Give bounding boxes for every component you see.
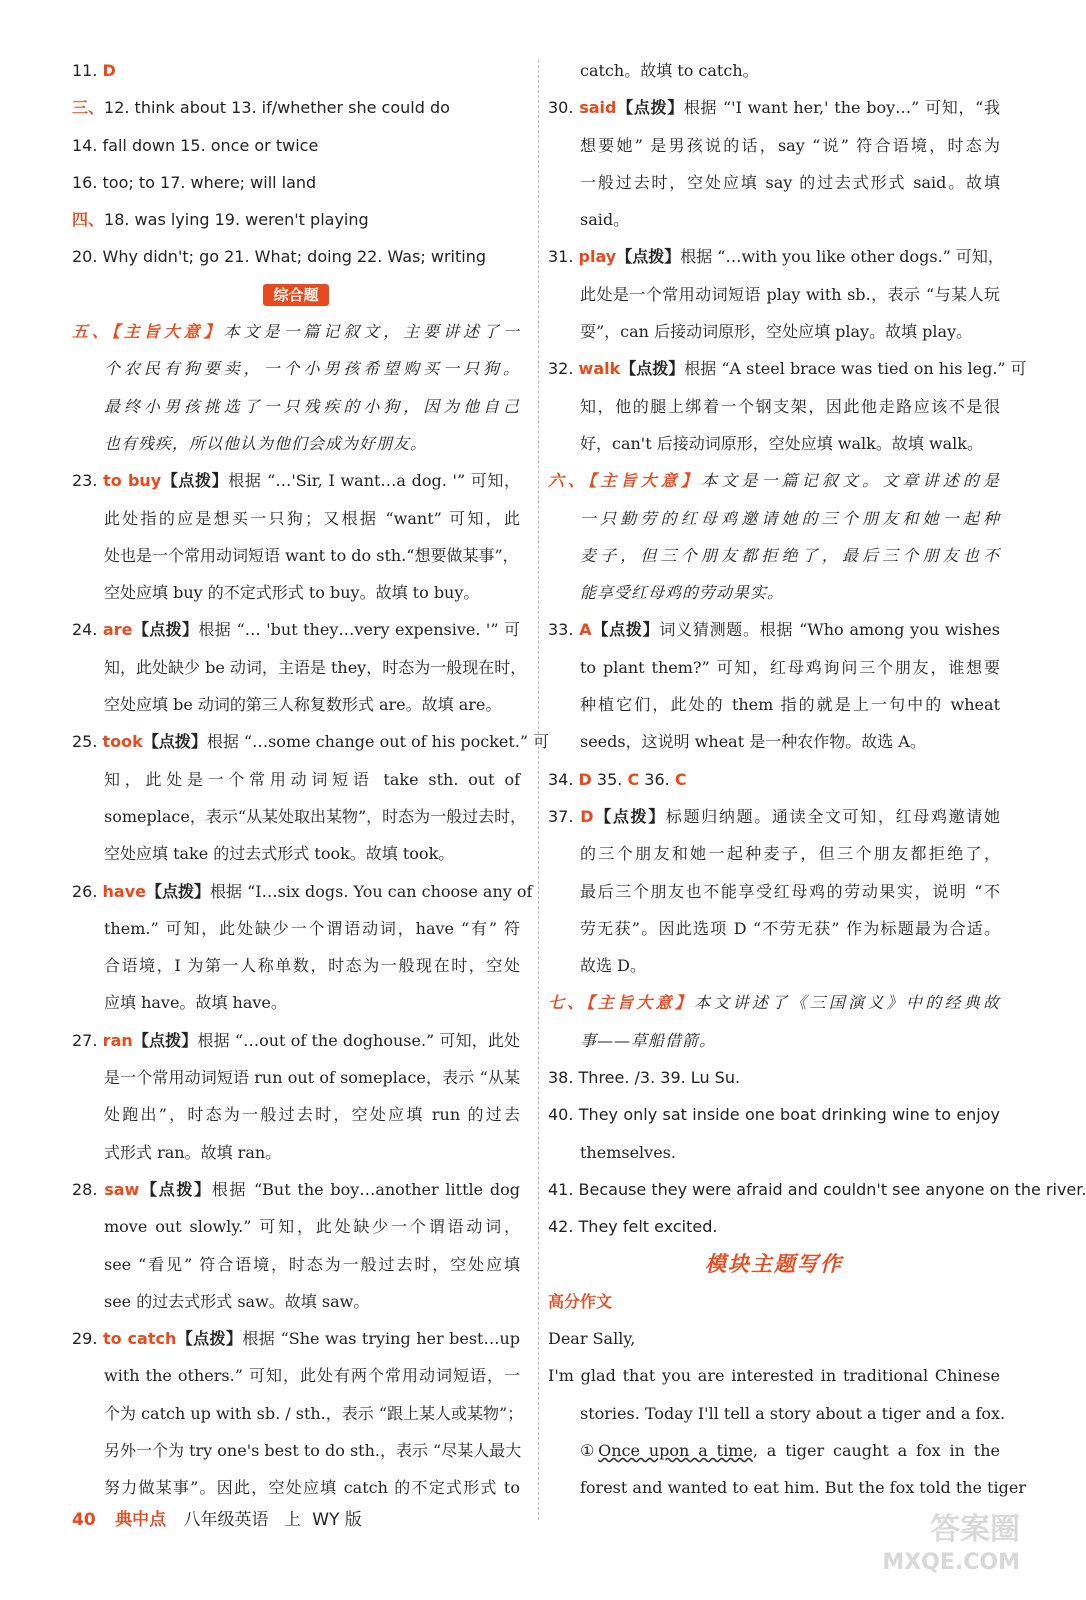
text-line [72,52,520,89]
main-idea-tag: 【主旨大意】 [111,322,224,342]
hint-tag: 【点拨】 [146,881,211,901]
hint-tag: 【点拨】 [132,1030,198,1050]
text-line [72,1171,520,1208]
body-text: catch。故填 to catch。 [580,61,759,80]
text-line [72,761,520,798]
text-line [548,798,1000,835]
text-line [548,500,1000,537]
item-text: 28. [72,1179,105,1199]
hint-tag: 【点拨】 [616,98,684,118]
text-line [72,873,533,910]
answer-text: saw [104,1179,140,1199]
text-line [548,52,1000,89]
text-line [548,574,1000,611]
answer-text: walk [578,359,621,379]
body-text: 劳无获”。因此选项 D “不劳无获” 作为标题最为合适。 [580,918,1000,938]
text-line [72,798,527,835]
text-line [72,313,520,350]
body-text: 合语境，I 为第一人称单数，时态为一般现在时，空处 [104,956,520,976]
body-text: Dear Sally, [548,1329,636,1349]
text-line [548,1059,1000,1096]
main-idea-tag: 【主旨大意】 [588,471,702,491]
body-text: 本文是一篇记叙文。文章讲述的是 [701,471,1000,491]
body-text: 标题归纳题。通读全文可知，红母鸡邀请她 [665,806,1000,826]
text-line [548,873,1000,910]
grade-label: 八年级英语 [183,1510,269,1530]
body-text: 此处是一个常用动词短语 play with sb.，表示 “与某人玩 [580,284,1000,304]
text-line [72,984,520,1021]
item-text: 33. [548,620,580,640]
item-text: 24. [72,620,103,640]
answer-text: have [102,881,146,901]
body-text: move out slowly.” 可知，此处缺少一个谓语动词， [104,1217,520,1237]
page-footer [72,1505,362,1530]
watermark: 答案圈 MXQE.COM [882,1512,1020,1575]
text-line [548,1320,1000,1357]
body-text: 知，此处缺少 be 动词，主语是 they，时态为一般现在时， [104,657,527,677]
text-line [72,1432,520,1469]
answer-text: D [102,61,116,80]
body-text: 式形式 ran。故填 ran。 [104,1142,282,1162]
text-line [72,1096,520,1133]
body-text: 耍”，can 后接动词原形，空处应填 play。故填 play。 [580,322,973,342]
text-line [72,611,520,648]
main-idea-tag: 【主旨大意】 [586,993,695,1013]
body-text: ① [580,1440,599,1460]
body-text: 根据 “A steel brace was tied on his leg.” 可 [684,359,1027,379]
body-text: 根据 “She was trying her best…up [242,1329,521,1349]
body-text: 根据 “…some change out of his pocket.” 可 [206,732,550,752]
hint-tag: 【点拨】 [132,620,199,640]
item-text: 32. [548,359,579,379]
item-text: 18. was lying 19. weren't playing [104,210,369,230]
edition-label: WY 版 [312,1510,362,1530]
hint-tag: 【点拨】 [616,247,681,267]
text-line [548,164,1000,201]
text-line [548,835,1000,872]
item-text: 29. [72,1329,103,1349]
body-text: 空处应填 buy 的不定式形式 to buy。故填 to buy。 [104,583,480,603]
item-text: 30. [548,98,580,118]
item-text: 34. [548,769,579,789]
answer-text: D [580,806,594,826]
body-text: 空处应填 be 动词的第三人称复数形式 are。故填 are。 [104,695,502,715]
item-text: 31. [548,247,579,267]
body-text: 根据 “But the boy…another little dog [211,1179,520,1199]
text-line [72,1395,524,1432]
text-line [72,201,520,238]
body-text: 根据 “… 'but they…very expensive. '” 可 [198,620,520,640]
body-text: 一般过去时，空处应填 say 的过去式形式 said。故填 [580,172,1000,192]
body-text: I'm glad that you are interested in traditional Chinese [548,1366,1000,1386]
answer-text: A [579,620,592,640]
item-text: 16. too; to 17. where; will land [72,172,317,192]
answer-text: to catch [102,1329,177,1349]
brand-logo: 典中点 [115,1510,167,1530]
text-line [548,910,1000,947]
text-line [548,611,1000,648]
text-line [548,238,1004,275]
body-text: said。 [580,210,630,230]
body-text: 知，此处是一个常用动词短语 take sth. out of [104,769,520,789]
body-text: themselves. [580,1142,676,1162]
item-text: 36. [639,769,675,789]
text-line [548,1096,1000,1133]
text-line [548,984,1000,1021]
text-line [548,276,1000,313]
item-text: 23. [72,471,104,491]
body-text: 根据 “…'Sir, I want…a dog. '” 可知， [228,471,521,491]
body-text: 处也是一个常用动词短语 want to do sth.“想要做某事”， [104,545,519,565]
hint-tag: 【点拨】 [591,620,660,640]
text-line [72,686,520,723]
hint-tag: 【点拨】 [161,471,229,491]
body-text: 词义猜测题。根据 “Who among you wishes [659,620,1000,640]
body-text: forest and wanted to eat him. But the fox told the tiger [580,1478,1027,1498]
item-text: 11. [72,61,103,80]
hint-tag: 【点拨】 [620,359,685,379]
module-title-label: 模块主题写作 [705,1251,843,1276]
text-line [72,1283,520,1320]
body-text: 个为 catch up with sb. / sth.，表示 “跟上某人或某物”； [104,1403,524,1423]
item-text: 42. They felt excited. [548,1217,718,1237]
item-text: 38. Three. /3. 39. Lu Su. [548,1068,741,1088]
text-line [72,500,520,537]
body-text: 的三个朋友和她一起种麦子，但三个朋友都拒绝了， [580,844,1000,864]
section-badge-label: 综合题 [263,284,328,306]
answer-text: said [579,98,617,118]
text-line [72,835,520,872]
answer-text: took [102,732,143,752]
item-text: 20. Why didn't; go 21. What; doing 22. Was; writing [72,247,487,267]
body-text: 根据 “…out of the doghouse.” 可知，此处 [197,1030,520,1050]
body-text: 一只勤劳的红母鸡邀请她的三个朋友和她一起种 [580,508,1000,528]
answer-text: 三、 [72,98,105,118]
text-line [548,425,1000,462]
body-text: 好，can't 后接动词原形，空处应填 walk。故填 walk。 [580,433,983,453]
body-text: to plant them?” 可知，红母鸡询问三个朋友，谁想要 [580,657,1000,677]
body-text: 麦子，但三个朋友都拒绝了，最后三个朋友也不 [580,545,1000,565]
item-text: 12. think about 13. if/whether she could do [104,98,450,118]
body-text: 想要她” 是男孩说的话，say “说” 符合语境，时态为 [580,135,1000,155]
answer-text: D [578,769,592,789]
text-line [72,164,520,201]
item-text: 35. [591,769,628,789]
body-text: 也有残疾，所以他认为他们会成为好朋友。 [104,433,428,453]
text-line [72,1022,520,1059]
item-text: 41. Because they were afraid and couldn't see anyone on the river. [548,1179,1086,1199]
body-text: 根据 “…with you like other dogs.” 可知， [680,247,1004,267]
answer-text: to buy [103,471,162,491]
item-text: 40. They only sat inside one boat drinking wine to enjoy [548,1105,1000,1125]
item-text: 25. [72,732,103,752]
body-text: them.” 可知，此处缺少一个谓语动词，have “有” 符 [104,918,520,938]
text-line [548,947,1000,984]
body-text: 根据 “'I want her,' the boy…” 可知，“我 [683,98,1000,118]
answer-text: ran [102,1030,133,1050]
text-line [548,1022,1000,1059]
body-text: 最终小男孩挑选了一只残疾的小狗，因为他自己 [104,396,520,416]
body-text: 根据 “I…six dogs. You can choose any of [210,881,533,901]
answer-text: 七、 [548,993,587,1013]
body-text: 故选 D。 [580,956,646,976]
text-line [72,574,520,611]
body-text: 空处应填 take 的过去式形式 took。故填 took。 [104,844,455,864]
hint-tag: 【点拨】 [139,1179,212,1199]
body-text: 种植它们，此处的 them 指的就是上一句中的 wheat [580,695,1000,715]
text-line [548,686,1000,723]
text-line [72,127,520,164]
body-text: stories. Today I'll tell a story about a tiger and a fox. [580,1403,1006,1423]
body-text: 能享受红母鸡的劳动果实。 [580,583,785,603]
text-line [548,350,1027,387]
body-text: 最后三个朋友也不能享受红母鸡的劳动果实，说明 “不 [580,881,1000,901]
text-line [548,313,1000,350]
item-text: 26. [72,881,103,901]
left-column [72,52,550,1507]
hint-tag: 【点拨】 [593,806,666,826]
text-line [548,649,1000,686]
answer-text: 五、 [72,322,112,342]
text-line [72,910,520,947]
text-line [548,1134,1000,1171]
text-line [548,201,1000,238]
term-label: 上 [283,1510,301,1530]
answer-text: C [674,769,687,789]
text-line [72,649,527,686]
body-text: 处跑出”，时态为一般过去时，空处应填 run 的过去 [104,1105,520,1125]
body-text: with the others.” 可知，此处有两个常用动词短语，一 [104,1366,520,1386]
page-number: 40 [72,1510,96,1530]
hint-tag: 【点拨】 [176,1329,243,1349]
text-line [72,238,520,275]
body-text: 努力做某事”。因此，空处应填 catch 的不定式形式 to [104,1478,520,1498]
text-line [72,1469,520,1506]
text-line [72,1059,520,1096]
text-line [72,1357,520,1394]
body-text: 事——草船借箭。 [580,1030,717,1050]
text-line [548,1357,1000,1394]
body-text: seeds，这说明 wheat 是一种农作物。故选 A。 [580,732,926,752]
text-line [548,723,1000,760]
body-text: 知，他的腿上绑着一个钢支架，因此他走路应该不是很 [580,396,1000,416]
body-text: 个农民有狗要卖，一个小男孩希望购买一只狗。 [104,359,520,379]
body-text: 本文讲述了《三国演义》中的经典故 [694,993,1000,1013]
text-line [548,1395,1006,1432]
text-line [548,462,1000,499]
text-line [72,947,520,984]
text-line [72,388,520,425]
text-line [548,1171,1086,1208]
text-line [548,388,1000,425]
answer-text: 六、 [548,471,589,491]
body-text: someplace，表示“从某处取出某物”，时态为一般过去时， [104,806,527,826]
answer-text: play [578,247,617,267]
text-line [72,1246,520,1283]
body-text: , a tiger caught a fox in the [752,1440,1001,1460]
sub-heading [548,1283,1000,1320]
body-text: 此处指的应是想买一只狗；又根据 “want” 可知，此 [104,508,520,528]
text-line [548,1469,1027,1506]
answer-text: 四、 [72,210,105,230]
right-column [548,52,1086,1507]
text-line [72,723,550,760]
text-line [548,127,1000,164]
text-line [72,537,520,574]
text-line [72,462,520,499]
text-line [72,1134,520,1171]
text-line [72,350,520,387]
text-line [548,1208,1000,1245]
sub-heading-label: 高分作文 [548,1291,613,1311]
text-line [548,89,1000,126]
body-text: 是一个常用动词短语 run out of someplace，表示 “从某 [104,1068,520,1088]
text-line [72,1208,520,1245]
item-text: 37. [548,806,581,826]
body-text: 应填 have。故填 have。 [104,993,287,1013]
body-text: see 的过去式形式 saw。故填 saw。 [104,1291,370,1311]
hint-tag: 【点拨】 [142,732,207,752]
answer-text: are [102,620,133,640]
highlight-phrase: Once upon a time [598,1440,753,1460]
text-line [548,537,1000,574]
body-text: 另外一个为 try one's best to do sth.，表示 “尽某人最大 [104,1440,522,1460]
text-line [72,89,520,126]
text-line [548,761,1000,798]
text-line [72,425,520,462]
body-text: see “看见” 符合语境，时态为一般过去时，空处应填 [104,1254,520,1274]
text-line [72,1320,520,1357]
body-text: 本文是一篇记叙文，主要讲述了一 [223,322,520,342]
item-text: 27. [72,1030,103,1050]
module-title [548,1246,1000,1283]
text-line [548,1432,1000,1469]
column-divider [538,60,539,1520]
answer-text: C [627,769,640,789]
section-badge [72,276,520,313]
item-text: 14. fall down 15. once or twice [72,135,319,155]
